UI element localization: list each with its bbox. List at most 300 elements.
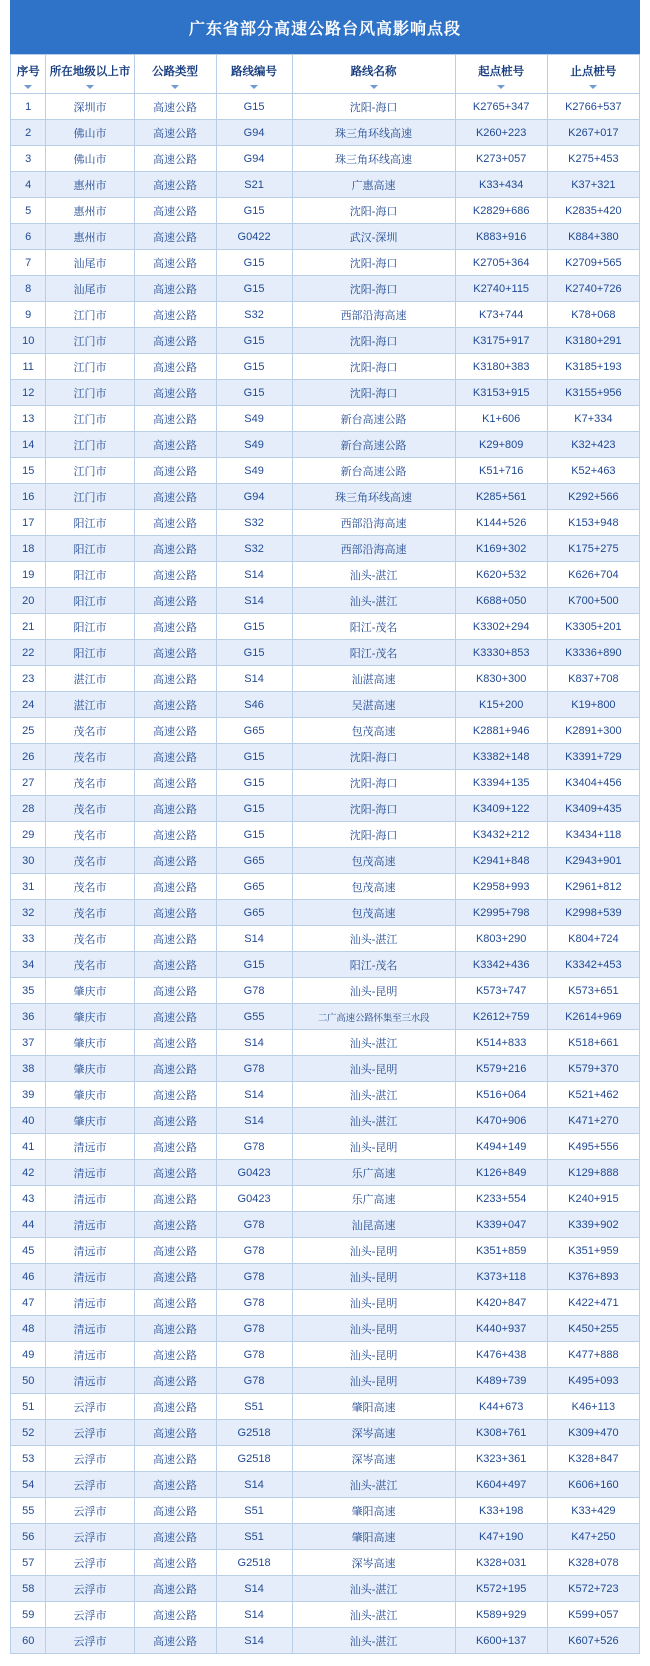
table-row (11, 1082, 640, 1108)
cell-city: 肇庆市 (46, 1004, 134, 1030)
table-row (11, 666, 640, 692)
cell-start-stake: K328+031 (455, 1550, 547, 1576)
typhoon-impact-table (10, 54, 640, 1654)
cell-start-stake: K803+290 (455, 926, 547, 952)
cell-road-type: 高速公路 (134, 1004, 216, 1030)
cell-start-stake: K3330+853 (455, 640, 547, 666)
cell-start-stake: K604+497 (455, 1472, 547, 1498)
cell-start-stake: K573+747 (455, 978, 547, 1004)
cell-index: 41 (11, 1134, 46, 1160)
cell-road-type: 高速公路 (134, 1446, 216, 1472)
cell-end-stake: K599+057 (547, 1602, 639, 1628)
table-row (11, 1498, 640, 1524)
table-row (11, 536, 640, 562)
cell-index: 22 (11, 640, 46, 666)
cell-city: 佛山市 (46, 146, 134, 172)
cell-start-stake: K440+937 (455, 1316, 547, 1342)
cell-start-stake: K351+859 (455, 1238, 547, 1264)
cell-index: 58 (11, 1576, 46, 1602)
cell-city: 佛山市 (46, 120, 134, 146)
cell-road-type: 高速公路 (134, 1134, 216, 1160)
cell-end-stake: K32+423 (547, 432, 639, 458)
cell-route-code: S51 (216, 1394, 292, 1420)
cell-city: 云浮市 (46, 1550, 134, 1576)
cell-route-name: 汕湛高速 (292, 666, 455, 692)
table-row (11, 1134, 640, 1160)
cell-start-stake: K688+050 (455, 588, 547, 614)
cell-start-stake: K620+532 (455, 562, 547, 588)
cell-city: 茂名市 (46, 744, 134, 770)
cell-road-type: 高速公路 (134, 536, 216, 562)
cell-road-type: 高速公路 (134, 302, 216, 328)
cell-road-type: 高速公路 (134, 796, 216, 822)
cell-start-stake: K1+606 (455, 406, 547, 432)
column-header-city[interactable]: 所在地级以上市 (46, 55, 134, 94)
cell-start-stake: K579+216 (455, 1056, 547, 1082)
cell-city: 云浮市 (46, 1576, 134, 1602)
cell-city: 惠州市 (46, 172, 134, 198)
cell-road-type: 高速公路 (134, 1290, 216, 1316)
cell-end-stake: K240+915 (547, 1186, 639, 1212)
cell-road-type: 高速公路 (134, 1316, 216, 1342)
cell-route-code: S14 (216, 1030, 292, 1056)
table-row (11, 1030, 640, 1056)
cell-index: 7 (11, 250, 46, 276)
column-header-end-stake[interactable]: 止点桩号 (547, 55, 639, 94)
cell-end-stake: K7+334 (547, 406, 639, 432)
cell-road-type: 高速公路 (134, 770, 216, 796)
column-header-route-code[interactable]: 路线编号 (216, 55, 292, 94)
cell-route-name: 汕头-昆明 (292, 1368, 455, 1394)
cell-route-name: 沈阳-海口 (292, 250, 455, 276)
cell-index: 15 (11, 458, 46, 484)
cell-end-stake: K2943+901 (547, 848, 639, 874)
cell-road-type: 高速公路 (134, 900, 216, 926)
page-title: 广东省部分高速公路台风高影响点段 (10, 0, 640, 54)
cell-city: 肇庆市 (46, 1108, 134, 1134)
table-row (11, 380, 640, 406)
table-row (11, 484, 640, 510)
cell-end-stake: K3342+453 (547, 952, 639, 978)
table-body (11, 94, 640, 1654)
cell-end-stake: K309+470 (547, 1420, 639, 1446)
cell-start-stake: K830+300 (455, 666, 547, 692)
cell-route-code: S14 (216, 1108, 292, 1134)
cell-start-stake: K600+137 (455, 1628, 547, 1654)
table-row (11, 614, 640, 640)
cell-index: 20 (11, 588, 46, 614)
cell-route-name: 沈阳-海口 (292, 770, 455, 796)
cell-end-stake: K328+847 (547, 1446, 639, 1472)
cell-end-stake: K175+275 (547, 536, 639, 562)
table-row (11, 1004, 640, 1030)
cell-index: 34 (11, 952, 46, 978)
cell-city: 清远市 (46, 1290, 134, 1316)
cell-start-stake: K476+438 (455, 1342, 547, 1368)
cell-route-name: 深岑高速 (292, 1420, 455, 1446)
cell-route-name: 武汉-深圳 (292, 224, 455, 250)
cell-end-stake: K3391+729 (547, 744, 639, 770)
cell-route-name: 西部沿海高速 (292, 536, 455, 562)
header-row (11, 55, 640, 94)
cell-city: 清远市 (46, 1368, 134, 1394)
cell-route-name: 沈阳-海口 (292, 328, 455, 354)
cell-route-code: G0423 (216, 1160, 292, 1186)
cell-city: 清远市 (46, 1186, 134, 1212)
cell-route-name: 汕头-湛江 (292, 1108, 455, 1134)
cell-end-stake: K47+250 (547, 1524, 639, 1550)
table-row (11, 302, 640, 328)
cell-start-stake: K2941+848 (455, 848, 547, 874)
table-row (11, 1394, 640, 1420)
cell-city: 清远市 (46, 1160, 134, 1186)
cell-city: 茂名市 (46, 900, 134, 926)
cell-city: 肇庆市 (46, 1082, 134, 1108)
cell-route-name: 汕头-湛江 (292, 562, 455, 588)
cell-route-name: 沈阳-海口 (292, 354, 455, 380)
cell-index: 52 (11, 1420, 46, 1446)
cell-route-code: S49 (216, 432, 292, 458)
cell-start-stake: K2765+347 (455, 94, 547, 120)
cell-index: 47 (11, 1290, 46, 1316)
cell-start-stake: K33+198 (455, 1498, 547, 1524)
table-row (11, 1108, 640, 1134)
cell-city: 江门市 (46, 328, 134, 354)
cell-route-name: 汕头-湛江 (292, 588, 455, 614)
cell-end-stake: K2891+300 (547, 718, 639, 744)
cell-start-stake: K516+064 (455, 1082, 547, 1108)
cell-road-type: 高速公路 (134, 692, 216, 718)
cell-route-name: 汕头-昆明 (292, 1056, 455, 1082)
cell-start-stake: K489+739 (455, 1368, 547, 1394)
cell-road-type: 高速公路 (134, 874, 216, 900)
cell-road-type: 高速公路 (134, 1160, 216, 1186)
cell-city: 云浮市 (46, 1628, 134, 1654)
cell-route-code: G0423 (216, 1186, 292, 1212)
cell-end-stake: K495+093 (547, 1368, 639, 1394)
cell-route-code: G15 (216, 770, 292, 796)
cell-start-stake: K15+200 (455, 692, 547, 718)
cell-road-type: 高速公路 (134, 1602, 216, 1628)
cell-route-code: S14 (216, 1628, 292, 1654)
table-row (11, 250, 640, 276)
cell-city: 汕尾市 (46, 250, 134, 276)
cell-start-stake: K3394+135 (455, 770, 547, 796)
cell-road-type: 高速公路 (134, 640, 216, 666)
cell-start-stake: K44+673 (455, 1394, 547, 1420)
cell-road-type: 高速公路 (134, 1056, 216, 1082)
cell-end-stake: K37+321 (547, 172, 639, 198)
cell-road-type: 高速公路 (134, 1420, 216, 1446)
cell-route-code: S51 (216, 1498, 292, 1524)
cell-end-stake: K573+651 (547, 978, 639, 1004)
chevron-down-icon[interactable] (250, 85, 258, 89)
cell-start-stake: K494+149 (455, 1134, 547, 1160)
cell-route-code: G94 (216, 120, 292, 146)
cell-end-stake: K3155+956 (547, 380, 639, 406)
cell-index: 12 (11, 380, 46, 406)
cell-route-code: G15 (216, 354, 292, 380)
chevron-down-icon[interactable] (589, 85, 597, 89)
cell-end-stake: K579+370 (547, 1056, 639, 1082)
cell-route-code: G78 (216, 1238, 292, 1264)
chevron-down-icon[interactable] (171, 85, 179, 89)
cell-index: 14 (11, 432, 46, 458)
cell-route-code: G15 (216, 614, 292, 640)
table-row (11, 432, 640, 458)
cell-index: 60 (11, 1628, 46, 1654)
cell-city: 江门市 (46, 406, 134, 432)
cell-index: 4 (11, 172, 46, 198)
cell-route-name: 二广高速公路怀集至三水段 (292, 1004, 455, 1030)
cell-route-name: 西部沿海高速 (292, 302, 455, 328)
cell-city: 云浮市 (46, 1446, 134, 1472)
cell-city: 清远市 (46, 1342, 134, 1368)
cell-index: 35 (11, 978, 46, 1004)
table-row (11, 172, 640, 198)
chevron-down-icon[interactable] (24, 85, 32, 89)
column-header-route-name[interactable]: 路线名称 (292, 55, 455, 94)
cell-city: 阳江市 (46, 614, 134, 640)
cell-route-name: 新台高速公路 (292, 432, 455, 458)
cell-route-code: S14 (216, 1576, 292, 1602)
column-header-road-type[interactable]: 公路类型 (134, 55, 216, 94)
cell-route-code: S32 (216, 302, 292, 328)
cell-start-stake: K3342+436 (455, 952, 547, 978)
cell-road-type: 高速公路 (134, 614, 216, 640)
cell-city: 清远市 (46, 1134, 134, 1160)
table-row (11, 926, 640, 952)
cell-city: 湛江市 (46, 666, 134, 692)
cell-start-stake: K339+047 (455, 1212, 547, 1238)
cell-road-type: 高速公路 (134, 952, 216, 978)
chevron-down-icon[interactable] (497, 85, 505, 89)
cell-route-name: 汕头-昆明 (292, 1290, 455, 1316)
table-row (11, 848, 640, 874)
cell-road-type: 高速公路 (134, 1342, 216, 1368)
cell-index: 38 (11, 1056, 46, 1082)
cell-route-code: G15 (216, 250, 292, 276)
table-row (11, 1368, 640, 1394)
cell-city: 云浮市 (46, 1394, 134, 1420)
cell-route-code: G65 (216, 848, 292, 874)
cell-route-name: 阳江-茂名 (292, 614, 455, 640)
cell-end-stake: K129+888 (547, 1160, 639, 1186)
cell-road-type: 高速公路 (134, 1368, 216, 1394)
table-row (11, 406, 640, 432)
cell-start-stake: K470+906 (455, 1108, 547, 1134)
cell-end-stake: K3404+456 (547, 770, 639, 796)
cell-route-code: S14 (216, 926, 292, 952)
cell-route-code: G65 (216, 900, 292, 926)
cell-start-stake: K126+849 (455, 1160, 547, 1186)
cell-route-name: 珠三角环线高速 (292, 146, 455, 172)
cell-road-type: 高速公路 (134, 1212, 216, 1238)
cell-city: 云浮市 (46, 1524, 134, 1550)
cell-index: 19 (11, 562, 46, 588)
cell-city: 江门市 (46, 484, 134, 510)
cell-index: 44 (11, 1212, 46, 1238)
cell-road-type: 高速公路 (134, 1186, 216, 1212)
cell-route-code: G78 (216, 1368, 292, 1394)
cell-city: 茂名市 (46, 822, 134, 848)
cell-city: 云浮市 (46, 1420, 134, 1446)
cell-start-stake: K323+361 (455, 1446, 547, 1472)
cell-index: 17 (11, 510, 46, 536)
cell-end-stake: K19+800 (547, 692, 639, 718)
cell-road-type: 高速公路 (134, 1238, 216, 1264)
cell-index: 46 (11, 1264, 46, 1290)
cell-road-type: 高速公路 (134, 146, 216, 172)
table-row (11, 1446, 640, 1472)
table-row (11, 1316, 640, 1342)
cell-end-stake: K884+380 (547, 224, 639, 250)
cell-road-type: 高速公路 (134, 666, 216, 692)
cell-road-type: 高速公路 (134, 94, 216, 120)
cell-start-stake: K3409+122 (455, 796, 547, 822)
cell-end-stake: K328+078 (547, 1550, 639, 1576)
cell-route-name: 沈阳-海口 (292, 822, 455, 848)
cell-index: 8 (11, 276, 46, 302)
cell-route-name: 广惠高速 (292, 172, 455, 198)
cell-end-stake: K450+255 (547, 1316, 639, 1342)
cell-route-code: G15 (216, 744, 292, 770)
cell-road-type: 高速公路 (134, 120, 216, 146)
cell-start-stake: K3432+212 (455, 822, 547, 848)
cell-city: 阳江市 (46, 510, 134, 536)
cell-start-stake: K260+223 (455, 120, 547, 146)
cell-road-type: 高速公路 (134, 822, 216, 848)
cell-city: 茂名市 (46, 718, 134, 744)
cell-route-code: G78 (216, 1134, 292, 1160)
cell-route-name: 汕昆高速 (292, 1212, 455, 1238)
table-row (11, 354, 640, 380)
cell-city: 云浮市 (46, 1602, 134, 1628)
cell-road-type: 高速公路 (134, 1472, 216, 1498)
cell-index: 30 (11, 848, 46, 874)
table-row (11, 1524, 640, 1550)
column-header-start-stake[interactable]: 起点桩号 (455, 55, 547, 94)
cell-end-stake: K3409+435 (547, 796, 639, 822)
cell-road-type: 高速公路 (134, 848, 216, 874)
cell-start-stake: K2995+798 (455, 900, 547, 926)
cell-start-stake: K373+118 (455, 1264, 547, 1290)
cell-road-type: 高速公路 (134, 1628, 216, 1654)
cell-end-stake: K3180+291 (547, 328, 639, 354)
cell-road-type: 高速公路 (134, 328, 216, 354)
cell-index: 49 (11, 1342, 46, 1368)
cell-road-type: 高速公路 (134, 510, 216, 536)
cell-index: 23 (11, 666, 46, 692)
cell-city: 江门市 (46, 458, 134, 484)
cell-route-name: 汕头-湛江 (292, 1030, 455, 1056)
cell-route-name: 包茂高速 (292, 900, 455, 926)
cell-road-type: 高速公路 (134, 1576, 216, 1602)
cell-city: 茂名市 (46, 848, 134, 874)
cell-start-stake: K233+554 (455, 1186, 547, 1212)
cell-route-code: G94 (216, 484, 292, 510)
cell-city: 惠州市 (46, 224, 134, 250)
cell-route-code: G15 (216, 94, 292, 120)
cell-road-type: 高速公路 (134, 406, 216, 432)
cell-end-stake: K3305+201 (547, 614, 639, 640)
column-header-index[interactable]: 序号 (11, 55, 46, 94)
cell-index: 57 (11, 1550, 46, 1576)
cell-route-name: 新台高速公路 (292, 406, 455, 432)
cell-road-type: 高速公路 (134, 1082, 216, 1108)
cell-end-stake: K351+959 (547, 1238, 639, 1264)
cell-end-stake: K700+500 (547, 588, 639, 614)
cell-route-name: 新台高速公路 (292, 458, 455, 484)
table-row (11, 146, 640, 172)
cell-end-stake: K2835+420 (547, 198, 639, 224)
cell-route-code: S49 (216, 406, 292, 432)
cell-route-code: G15 (216, 640, 292, 666)
cell-road-type: 高速公路 (134, 198, 216, 224)
table-row (11, 1472, 640, 1498)
cell-route-name: 珠三角环线高速 (292, 484, 455, 510)
cell-end-stake: K52+463 (547, 458, 639, 484)
cell-start-stake: K144+526 (455, 510, 547, 536)
cell-index: 43 (11, 1186, 46, 1212)
cell-city: 云浮市 (46, 1498, 134, 1524)
cell-end-stake: K153+948 (547, 510, 639, 536)
cell-end-stake: K376+893 (547, 1264, 639, 1290)
table-row (11, 1212, 640, 1238)
table-row (11, 458, 640, 484)
cell-city: 茂名市 (46, 952, 134, 978)
table-row (11, 1290, 640, 1316)
table-row (11, 120, 640, 146)
table-row (11, 1238, 640, 1264)
cell-road-type: 高速公路 (134, 432, 216, 458)
table-row (11, 1264, 640, 1290)
cell-end-stake: K3434+118 (547, 822, 639, 848)
cell-city: 云浮市 (46, 1472, 134, 1498)
cell-index: 11 (11, 354, 46, 380)
cell-route-code: S14 (216, 562, 292, 588)
chevron-down-icon[interactable] (370, 85, 378, 89)
chevron-down-icon[interactable] (86, 85, 94, 89)
cell-city: 江门市 (46, 354, 134, 380)
cell-route-name: 沈阳-海口 (292, 744, 455, 770)
cell-city: 肇庆市 (46, 1056, 134, 1082)
cell-route-name: 沈阳-海口 (292, 276, 455, 302)
cell-route-code: S32 (216, 510, 292, 536)
table-row (11, 588, 640, 614)
cell-route-name: 汕头-湛江 (292, 1602, 455, 1628)
cell-start-stake: K169+302 (455, 536, 547, 562)
cell-road-type: 高速公路 (134, 1550, 216, 1576)
cell-route-name: 汕头-昆明 (292, 1134, 455, 1160)
cell-road-type: 高速公路 (134, 744, 216, 770)
table-row (11, 718, 640, 744)
cell-route-code: G78 (216, 1212, 292, 1238)
cell-index: 24 (11, 692, 46, 718)
cell-route-code: S49 (216, 458, 292, 484)
cell-route-name: 肇阳高速 (292, 1498, 455, 1524)
cell-city: 肇庆市 (46, 1030, 134, 1056)
cell-index: 29 (11, 822, 46, 848)
cell-route-code: G94 (216, 146, 292, 172)
table-row (11, 1056, 640, 1082)
cell-route-name: 乐广高速 (292, 1160, 455, 1186)
table-row (11, 328, 640, 354)
cell-city: 江门市 (46, 302, 134, 328)
cell-road-type: 高速公路 (134, 1264, 216, 1290)
cell-index: 53 (11, 1446, 46, 1472)
cell-index: 54 (11, 1472, 46, 1498)
